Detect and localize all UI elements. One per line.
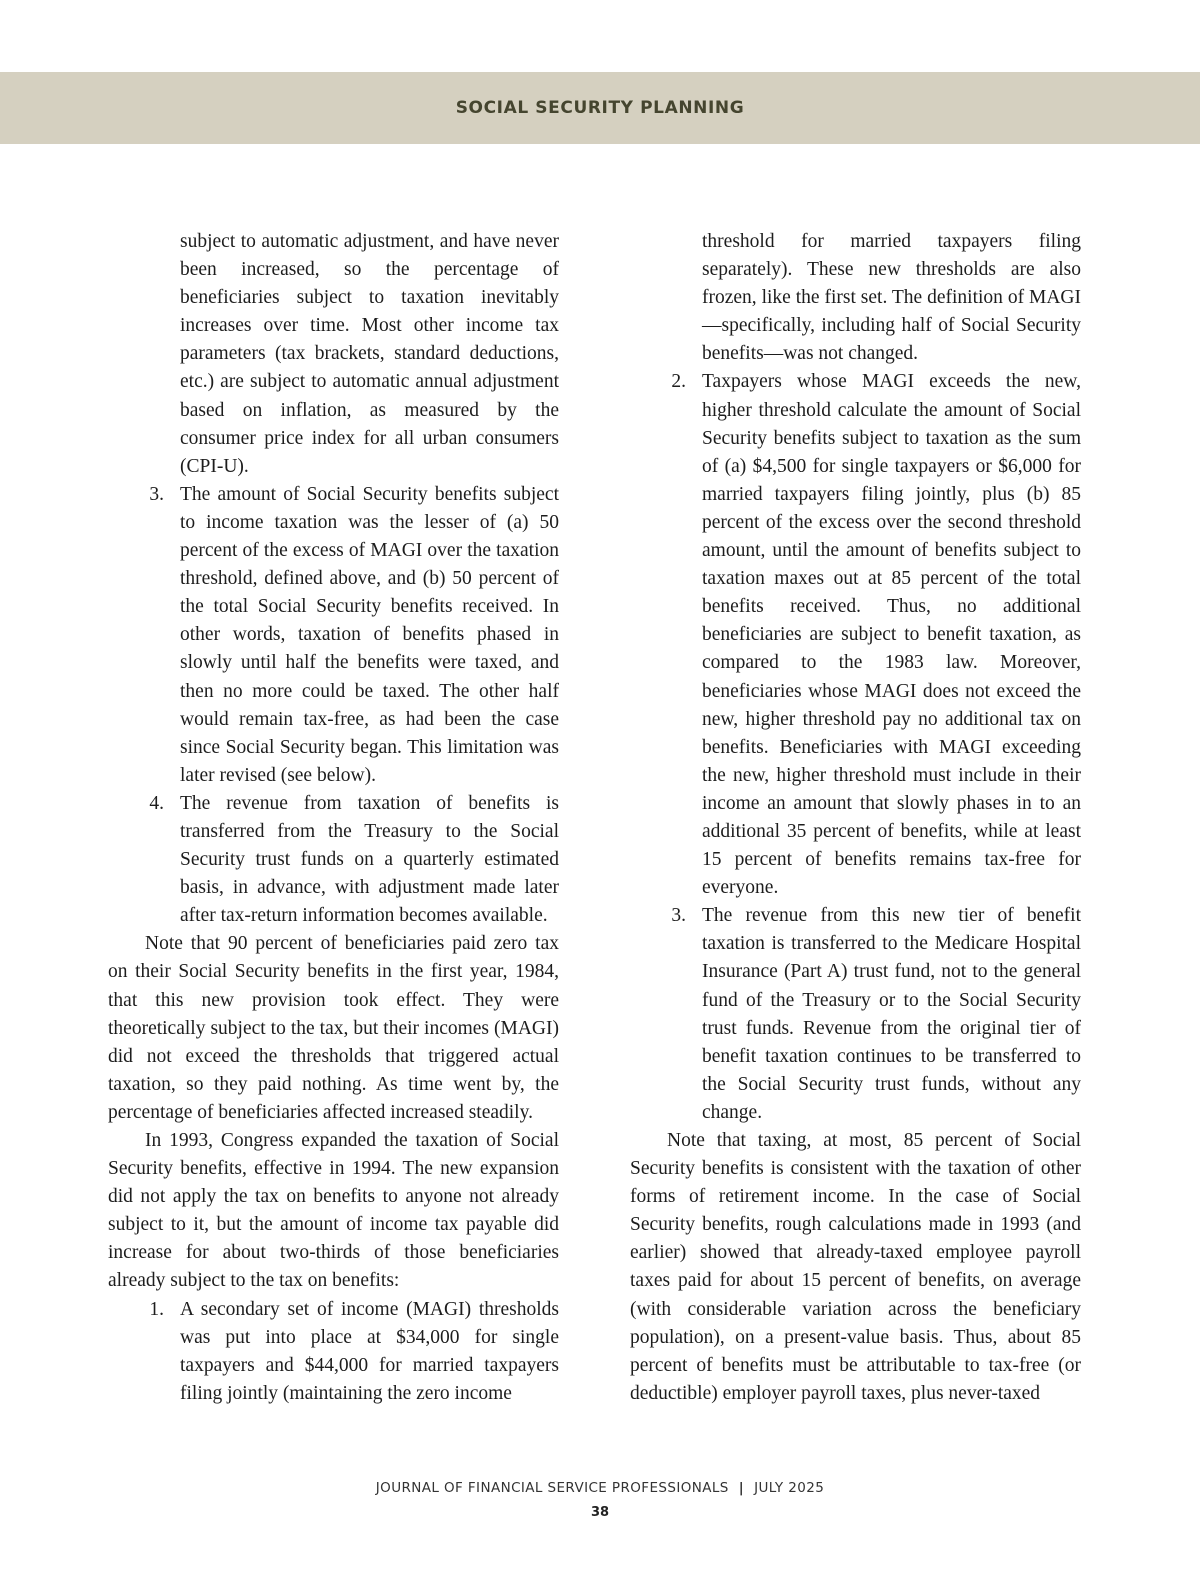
right-column [630,228,1081,1408]
body-paragraph: Note that taxing, at most, 85 percent of Social Security benefits is consistent with the taxation of other forms of retirement income. In the case of Social Security benefits, rough calculations made in 1993 (and earlier) showed that already-taxed employee payroll taxes paid for about 15 percent of benefits, on average (with considerable variation across the beneficiary population), on a present-value basis. Thus, about 85 percent of benefits must be attributable to tax-free (or deductible) employer payroll taxes, plus never-taxed [630,1130,1081,1404]
list-item [108,790,559,930]
body-paragraph: Note that 90 percent of beneficiaries paid zero tax on their Social Security benefits in the first year, 1984, that this new provision took effect. They were theoretically subject to the tax, but their incomes (MAGI) did not exceed the thresholds that triggered actual taxation, so they paid nothing. As time went by, the percentage of beneficiaries affected increased steadily. [108,933,559,1123]
list-item-text: The revenue from this new tier of benefit taxation is transferred to the Medicare Hospital Insurance (Part A) trust fund, not to the general fund of the Treasury or to the Social Security trust funds. Revenue from the original tier of benefit taxation continues to be transferred to the Social Security trust funds, without any change. [702,905,1081,1123]
list-item [630,902,1081,1127]
list-number: 2. [671,371,686,393]
list-item-text: The revenue from taxation of benefits is transferred from the Treasury to the Social Security trust funds on a quarterly estimated basis, in advance, with adjustment made later after tax-return information becomes available. [180,792,559,927]
list-item-continuation: threshold for married taxpayers filing separately). These new thresholds are also frozen, like the first set. The definition of MAGI—specifically, including half of Social Security benefits—was not changed. [702,231,1081,365]
page-number: 38 [590,1505,610,1520]
list-number: 3. [149,483,164,505]
journal-name: JOURNAL OF FINANCIAL SERVICE PROFESSIONALS [375,1480,729,1496]
list-number: 3. [671,905,686,927]
list-item-text: The amount of Social Security benefits subject to income taxation was the lesser of (a) 50 percent of the excess of MAGI over the taxation threshold, defined above, and (b) 50 percent of the total Social Security benefits received. In other words, taxation of benefits phased in slowly until half the benefits were taxed, and then no more could be taxed. The other half would remain tax-free, as had been the case since Social Security began. This limitation was later revised (see below). [180,483,559,786]
list-item-text: A secondary set of income (MAGI) thresholds was put into place at $34,000 for single taxpayers and $44,000 for married taxpayers filing jointly (maintaining the zero income [180,1298,559,1404]
list-item-text: Taxpayers whose MAGI exceeds the new, higher threshold calculate the amount of Social Security benefits subject to taxation as the sum of (a) $4,500 for single taxpayers or $6,000 for married taxpayers filing jointly, plus (b) 85 percent of the excess over the second threshold amount, until the amount of benefits subject to taxation maxes out at 85 percent of the total benefits received. Thus, no additional beneficiaries are subject to benefit taxation, as compared to the 1983 law. Moreover, beneficiaries whose MAGI does not exceed the new, higher threshold pay no additional tax on benefits. Beneficiaries with MAGI exceeding the new, higher threshold must include in their income an amount that slowly phases in to an additional 35 percent of benefits, while at least 15 percent of benefits remains tax-free for everyone. [702,371,1081,899]
list-number: 1. [149,1298,164,1320]
journal-footer [0,1480,1200,1496]
body-paragraph: In 1993, Congress expanded the taxation of Social Security benefits, effective in 1994. The new expansion did not apply the tax on benefits to anyone not already subject to it, but the amount of income tax payable did increase for about two-thirds of those beneficiaries already subject to the tax on benefits: [108,1130,559,1292]
list-item [108,481,559,790]
list-item [108,1296,559,1408]
list-item [630,368,1081,902]
section-title: SOCIAL SECURITY PLANNING [455,98,745,118]
issue-date: JULY 2025 [754,1480,825,1496]
list-item-continuation: subject to automatic adjustment, and have never been increased, so the percentage of beneficiaries subject to taxation inevitably increases over time. Most other income tax parameters (tax brackets, standard deductions, etc.) are subject to automatic annual adjustment based on inflation, as measured by the consumer price index for all urban consumers (CPI-U). [180,231,559,477]
footer-separator: | [738,1480,745,1496]
list-number: 4. [149,792,164,814]
left-column [108,228,559,1408]
